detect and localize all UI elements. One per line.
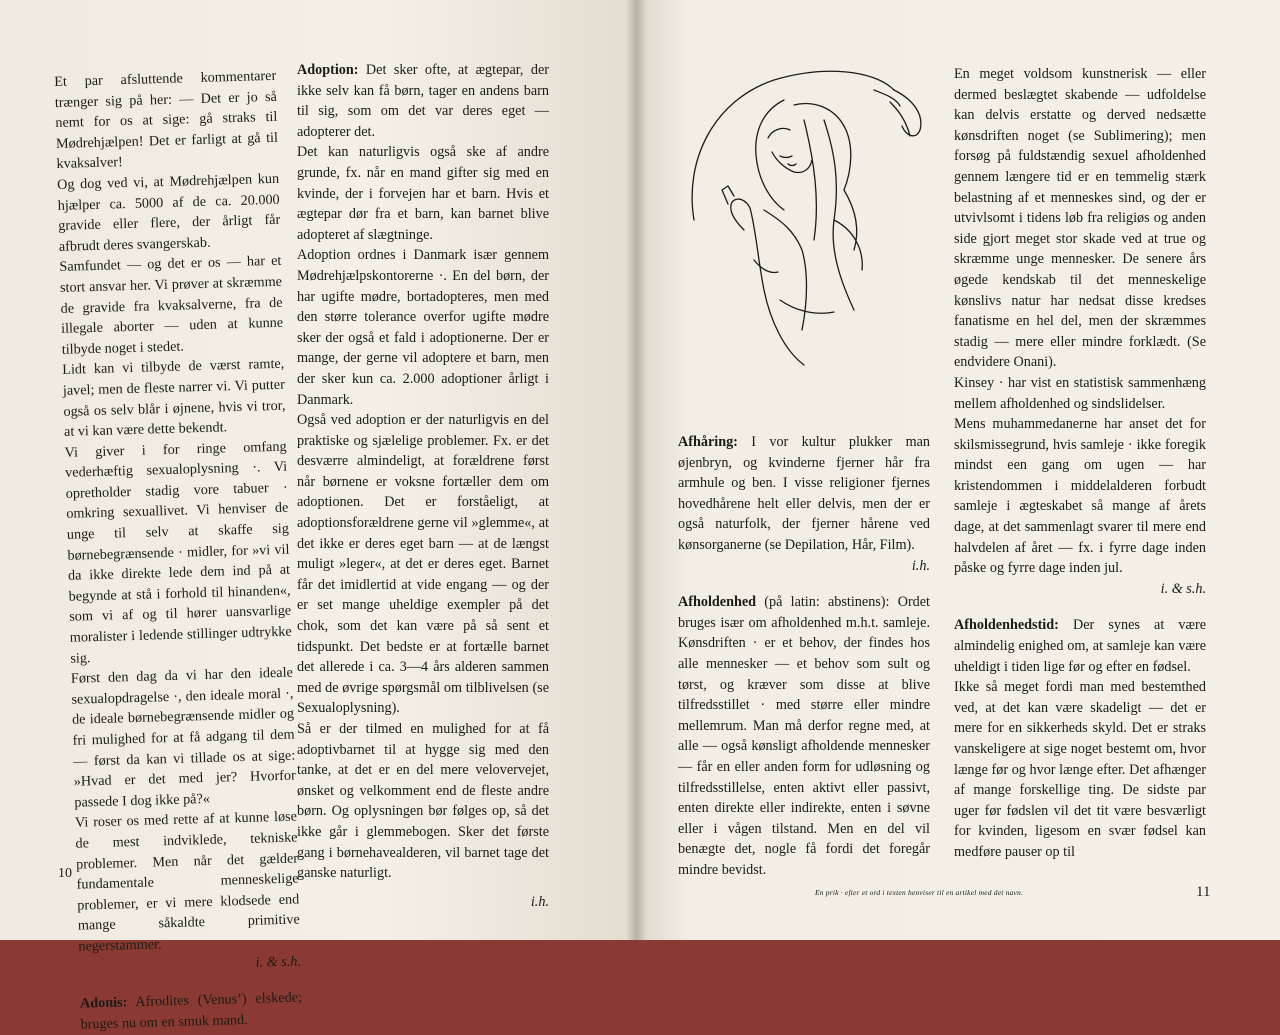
author-signature: i.h. [911,557,930,574]
book-gutter [626,0,646,940]
paragraph: Først den dag da vi har den ideale sexualopdragelse ·, den ideale moral ·, de ideale børnebegrænsende midler og fri mulighed for at få adgang til dem — først da kan vi tillade os at sige: »Hvad er det med jer? Hvorfor passede I dog ikke på?« [70,664,296,811]
paragraph: Også ved adoption er der naturligvis en del praktiske og sjælelige problemer. Fx. er det desværre almindeligt, at forældrene først når børnene er voksne fortæller dem om adoptionen. Det er forståeligt, at adoptionsforældrene gerne vil »glemme«, at det ikke er deres eget barn — at de længst muligt »leger«, at det er deres eget. Barnet får det imidlertid at vide engang — og der er set mange uheldige exempler på det chok, som det kan være på så sent et tidspunkt. Det bedste er at fortælle barnet det allerede i ca. 3—4 års alderen sammen med de øvrige spørgsmål om tilblivelsen (se Sexualoplysning). [297,412,549,717]
paragraph: Ikke så meget fordi man med bestemthed ved, at det kan være skadeligt — det er mere for en sikkerheds skyld. Det er straks vanskeligere at sige noget bestemt om, hvor længe før og hvor længe efter. Det afhænger af mange forskellige ting. De sidste par uger før fødslen vil det tit være besværligt for kvinden, ligesom en svær fødsel kan medføre pauser op til [954,679,1206,860]
left-column-2 [297,60,549,912]
paragraph: Det kan naturligvis også ske af andre grunde, fx. når en mand gifter sig med en kvinde, der i forvejen har et barn. Hvis et ægtepar dør fra et barn, kan barnet blive adopteret af slægtninge. [297,144,549,243]
entry-adonis [80,988,303,1035]
page-number-left: 10 [58,866,72,881]
paragraph: Vi roser os med rette af at kunne løse de mest indviklede, tekniske problemer. Men når det gælder fundamentale menneskelige problemer, er vi mere klodsede end mange såkaldte primitive negerstammer. [74,808,300,955]
headword-adoption: Adoption: [297,62,359,78]
paragraph: En meget voldsom kunstnerisk — eller dermed beslægtet skabende — udfoldelse kan delvis erstatte og derved nedsætte kønsdriften noget (se Sublimering); men forsøg på fuldstændig sexuel afholdenhed gennem længere tid er en temmelig stærk belastning af et menneskes sind, og der er utvivlsomt i tidens løb fra religiøs og anden side gjort meget stor skade ved at true og skræmme unge mennesker. De senere års øgede kendskab til det menneskelige kønslivs natur har nedsat disse kredses fanatisme en hel del, men der skræmmes stadig — mere eller mindre forklædt. (Se endvidere Onani). [954,66,1206,371]
entry-afholdenhedstid [954,615,1206,677]
entry-afharing [678,432,930,556]
paragraph: Adoption ordnes i Danmark især gennem Mødrehjælpskontorerne ·. En del børn, der har ugifte mødre, bortadopteres, men med den større tolerance overfor ugifte mødre sker der også et fald i adoptionerne. Der er mange, der gerne vil adoptere et barn, men der sker kun ca. 2.000 adoptioner årligt i Danmark. [297,247,549,408]
paragraph: Samfundet — og det er os — har et stort ansvar her. Vi prøver at skræmme de gravide fra kvaksalverne, fra de illegale aborter — uden at kunne tilbyde noget i stedet. [59,253,284,358]
entry-afholdenhedstid-text: Der synes at være almindelig enighed om, at samleje kan være uheldigt i tiden lige før og efter en fødsel. [954,617,1206,675]
paragraph: Vi giver i for ringe omfang vederhæftig sexualoplysning ·. Vi opretholder stadig vore tabuer · omkring sexuallivet. Vi henviser de unge til selv at skaffe sig børnebegrænsende · midler, for »vi vil da ikke direkte lede dem ind på at begynde at stå i forhold til hinanden«, som vi af og til hører uansvarlige moralister i ledende stillinger udtrykke sig. [64,438,292,667]
line-drawing-illustration [684,60,938,380]
author-signature: i. & s.h. [255,952,302,971]
paragraph: Kinsey · har vist en statistisk sammenhæng mellem afholdenhed og sindslidelser. [954,374,1206,412]
left-page [0,0,636,1033]
right-column-1 [678,432,930,880]
paragraph: Og dog ved vi, at Mødrehjælpen kun hjælper ca. 5000 af de ca. 20.000 gravide eller flere, der årligt får afbrudt deres svangerskab. [56,170,281,255]
left-column-1 [54,66,303,1035]
headword-adonis: Adonis: [79,994,128,1012]
author-signature: i.h. [530,893,549,910]
right-column-2 [954,64,1206,863]
entry-afharing-text: I vor kultur plukker man øjenbryn, og kvinderne fjerner hår fra armhule og ben. I visse religioner fjernes hovedhårene helt eller delvis, men der er også naturfolk, der fjerner hårene ved kønsorganerne (se Depilation, Hår, Film). [678,434,930,553]
headword-afharing: Afhåring: [678,434,738,450]
paragraph: Mens muhammedanerne har anset det for skilsmissegrund, hvis samleje · ikke foregik mindst een gang om ugen — har kristendommen i middelalderen forbudt samleje i ægteskabet så mange af årets dage, at det sammenlagt svarer til mere end halvdelen af året — fx. i fyrre dage inden påske og fyrre dage inden jul. [954,416,1206,577]
paragraph: Et par afsluttende kommentarer trænger sig på her: — Det er jo så nemt for os at sige: gå straks til Mødrehjælpen! Det er farligt at gå til kvaksalver! [54,67,279,173]
entry-afholdenhed [678,592,930,880]
paragraph: Lidt kan vi tilbyde de værst ramte, javel; men de fleste narrer vi. Vi putter også os selv blår i øjnene, hvis vi tror, at vi kan være dette bekendt. [62,356,286,440]
entry-adoption-text: Det sker ofte, at ægtepar, der ikke selv kan få børn, tager en andens barn til sig, som om det var deres eget — adopterer det. [297,62,549,140]
entry-afholdenhed-text: (på latin: abstinens): Ordet bruges især om afholdenhed m.h.t. samleje. Kønsdriften · er et behov, der findes hos alle mennesker — et behov som sult og tørst, og kræver som disse at blive tilfredsstillet · med større eller mindre mellemrum. Man må derfor regne med, at alle — også kønsligt afholdende mennesker — får en eller anden form for udløsning og tilfredsstillelse, enten aktivt eller passivt, enten direkte eller indirekte, enten i søvne eller i vågen tilstand. Men en del vil benægte det, nogle få fordi det foregår mindre bevidst. [678,594,930,878]
headword-afholdenhed: Afholdenhed [678,594,757,611]
entry-adoption [297,60,549,142]
footnote: En prik · efter et ord i texten henviser til en artikel med det navn. [815,888,1024,897]
paragraph: Så er der tilmed en mulighed for at få adoptivbarnet til at hygge sig med den tanke, at det er en del mere velovervejet, ønsket og velkomment end de fleste andre børn. Og oplysningen bør følges op, så det ikke går i glemmebogen. Sker det første gang i børnehavealderen, vil barnet tage det ganske naturligt. [297,721,549,882]
entry-adonis-text: Afrodites (Venus’) elskede; bruges nu om en smuk mand. [80,989,303,1033]
page-number-right: 11 [1196,884,1211,900]
headword-afholdenhedstid: Afholdenhedstid: [954,617,1059,634]
author-signature: i. & s.h. [1160,580,1206,597]
